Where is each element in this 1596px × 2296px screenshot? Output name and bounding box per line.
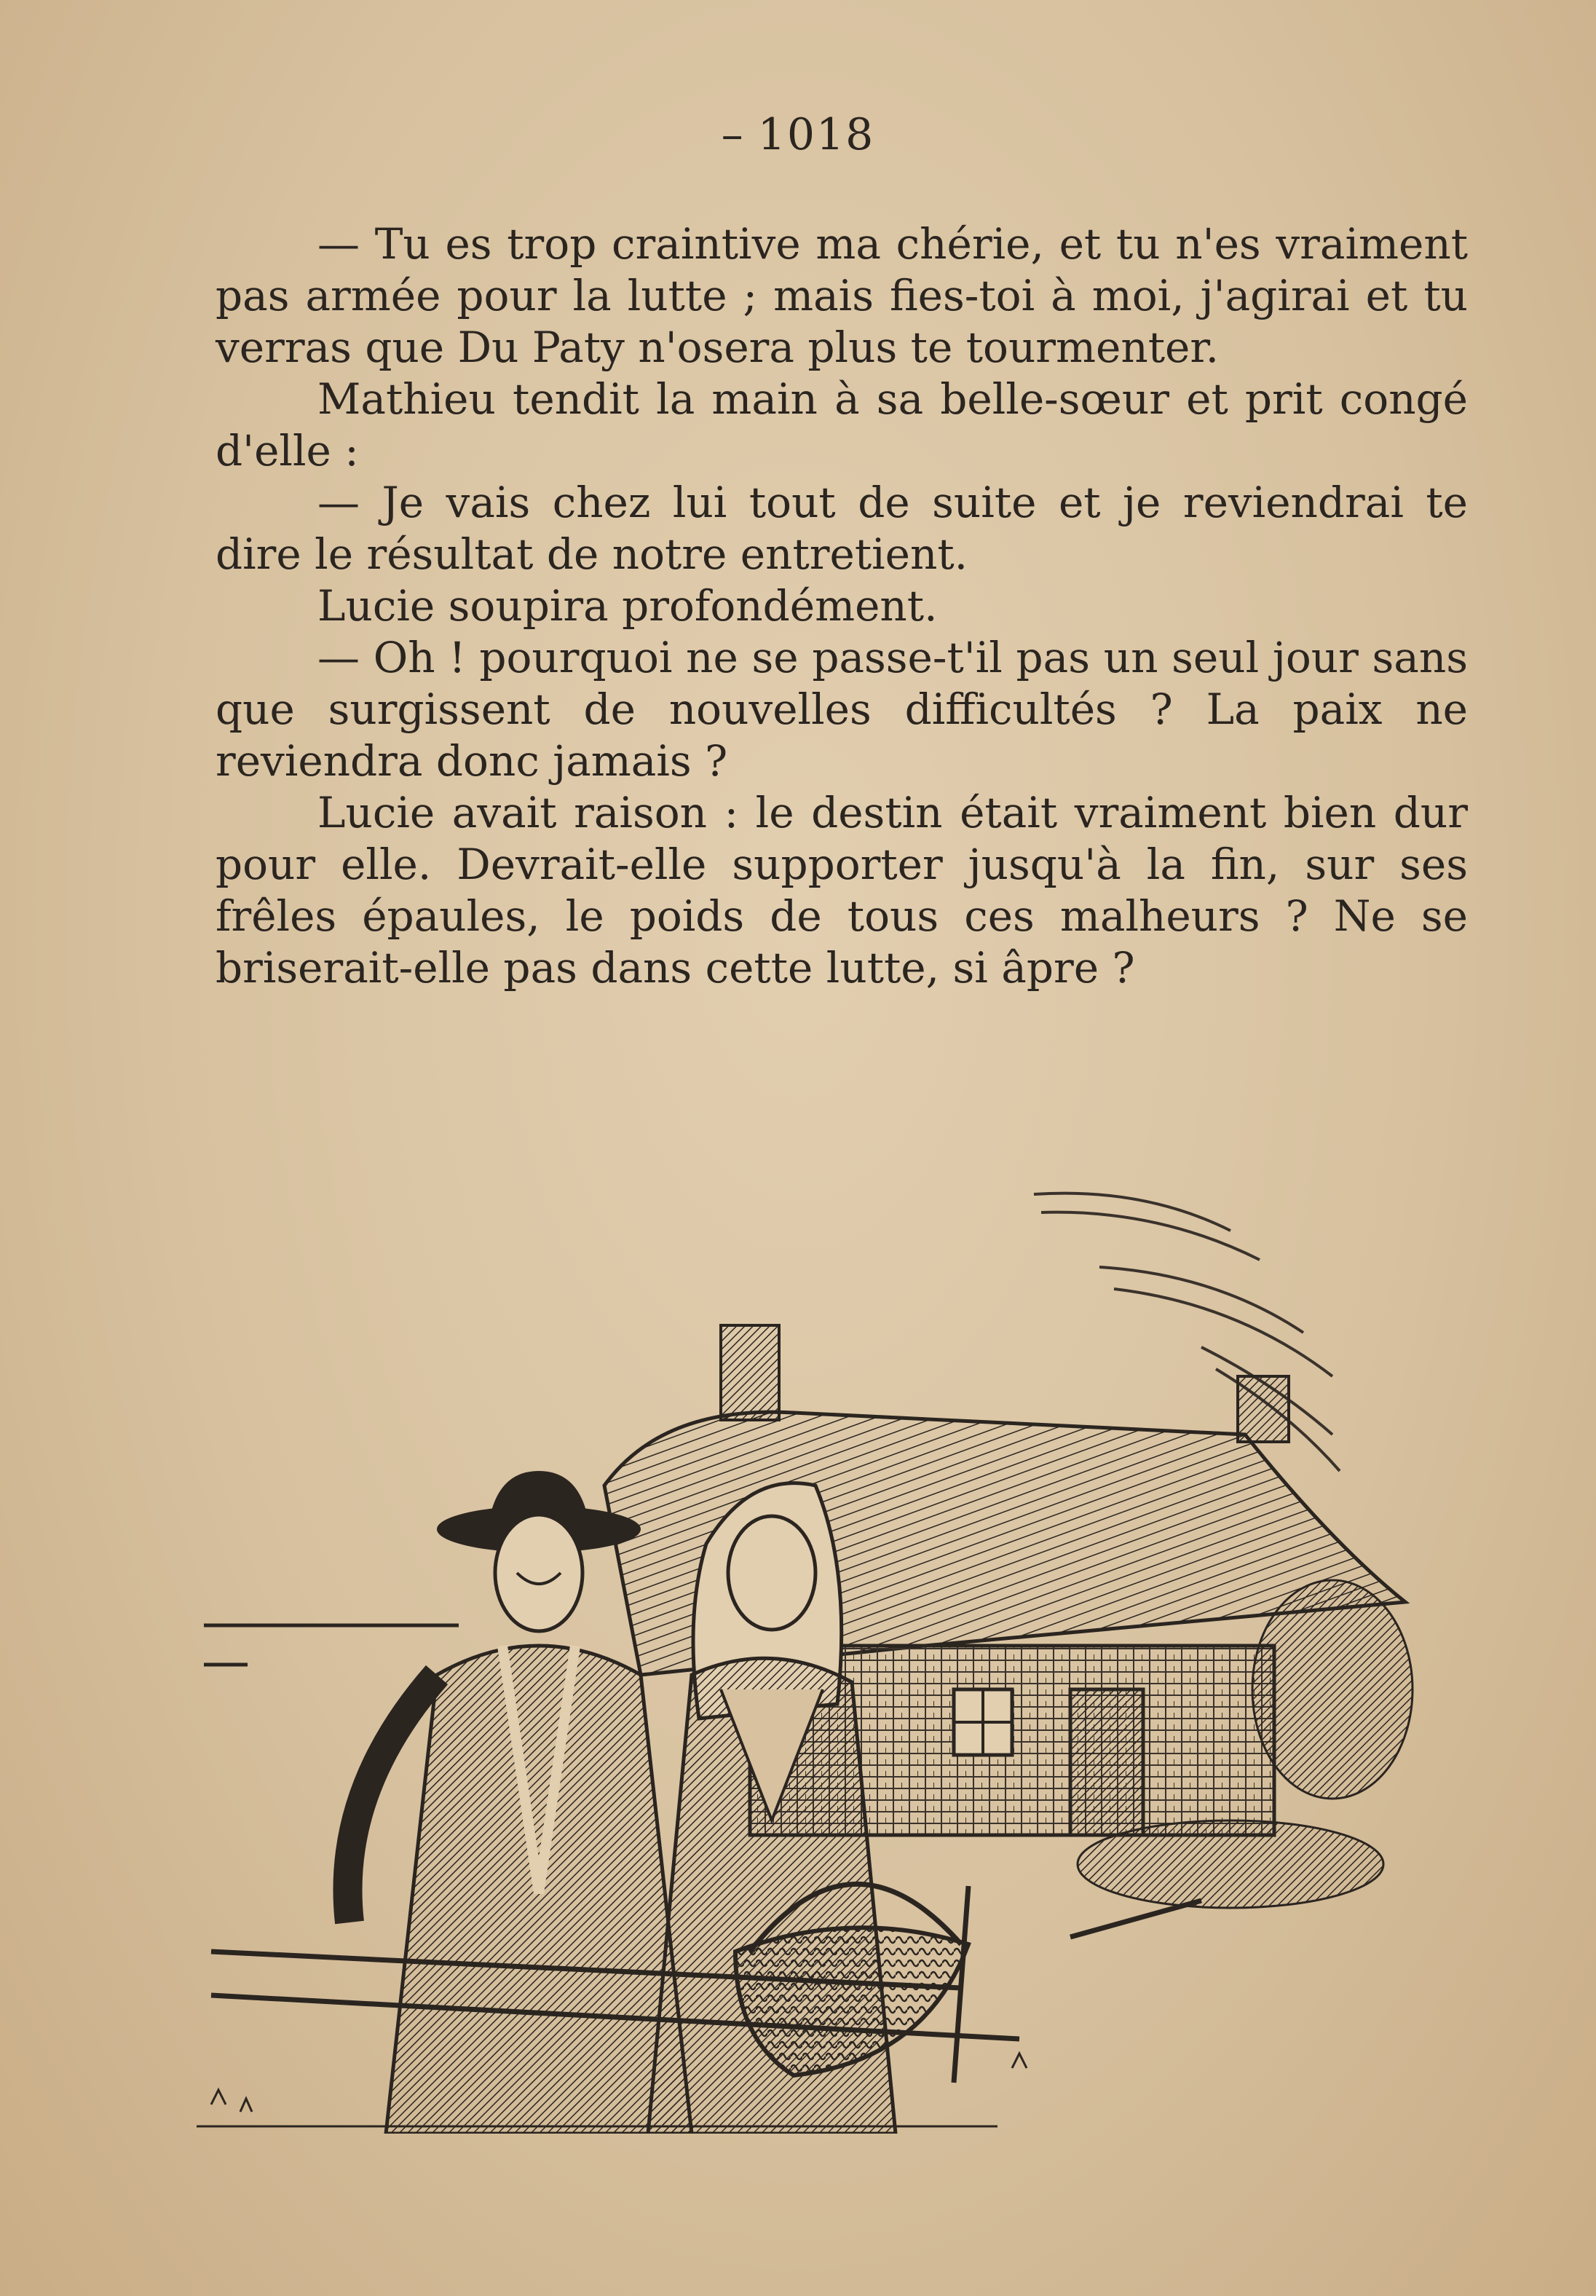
paragraph: — Oh ! pourquoi ne se passe-t'il pas un seul jour sans que surgissent de nouvelles difficultés ? La paix ne reviendra donc jamais ? [216, 633, 1468, 786]
page-number [0, 109, 1596, 160]
chimney-right [1238, 1376, 1289, 1442]
page-number-value: 1018 [757, 109, 875, 160]
paragraph: Lucie avait raison : le destin était vraiment bien dur pour elle. Devrait-elle supporter jusqu'à la fin, sur ses frêles épaules, le poids de tous ces malheurs ? Ne se briserait-elle pas dans cette lutte, si âpre ? [216, 788, 1468, 993]
paragraph: — Tu es trop craintive ma chérie, et tu n'es vraiment pas armée pour la lutte ; mais fies-toi à moi, j'agirai et tu verras que Du Paty n'osera plus te tourmenter. [216, 219, 1468, 372]
engraving-illustration [197, 1165, 1485, 2134]
horizon [204, 1625, 459, 1665]
chimney-left [721, 1325, 779, 1420]
paragraph: Mathieu tendit la main à sa belle-sœur et prit congé d'elle : [216, 374, 1468, 476]
body-text [216, 218, 1468, 994]
paragraph: — Je vais chez lui tout de suite et je reviendrai te dire le résultat de notre entretient. [216, 478, 1468, 579]
cottage-door [1070, 1689, 1143, 1835]
page-number-dash: – [721, 109, 745, 160]
paragraph: Lucie soupira profondément. [317, 581, 938, 631]
